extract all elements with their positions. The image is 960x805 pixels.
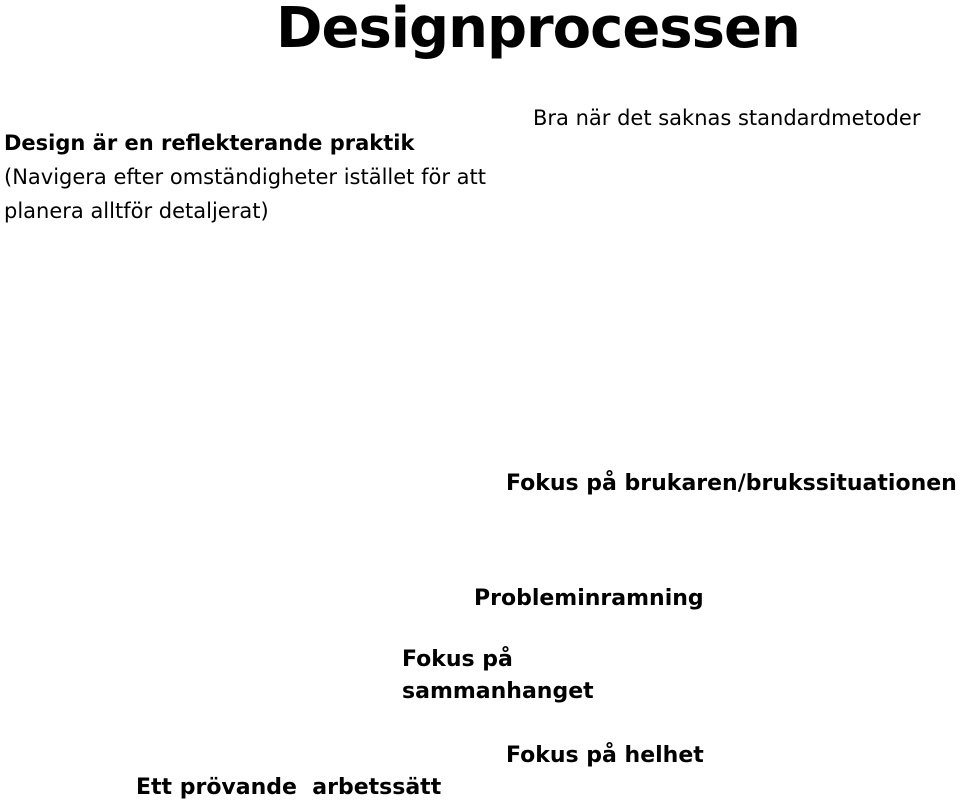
standard-methods-note: Bra när det saknas standardmetoder — [533, 106, 921, 130]
reflective-practice-line: (Navigera efter omständigheter istället för att — [4, 165, 486, 189]
problem-framing-point: Probleminramning — [474, 586, 704, 611]
exploratory-approach-point: Ett prövande arbetssätt — [136, 775, 442, 800]
context-focus-point — [402, 644, 594, 708]
reflective-practice-block — [4, 126, 486, 228]
page-title: Designprocessen — [276, 0, 800, 61]
reflective-practice-heading: Design är en reflekterande praktik — [4, 131, 415, 155]
context-focus-line: sammanhanget — [402, 679, 594, 704]
context-focus-line: Fokus på — [402, 647, 513, 672]
whole-focus-point: Fokus på helhet — [506, 743, 704, 768]
reflective-practice-line: planera alltför detaljerat) — [4, 199, 269, 223]
user-focus-point: Fokus på brukaren/brukssituationen — [506, 471, 957, 496]
